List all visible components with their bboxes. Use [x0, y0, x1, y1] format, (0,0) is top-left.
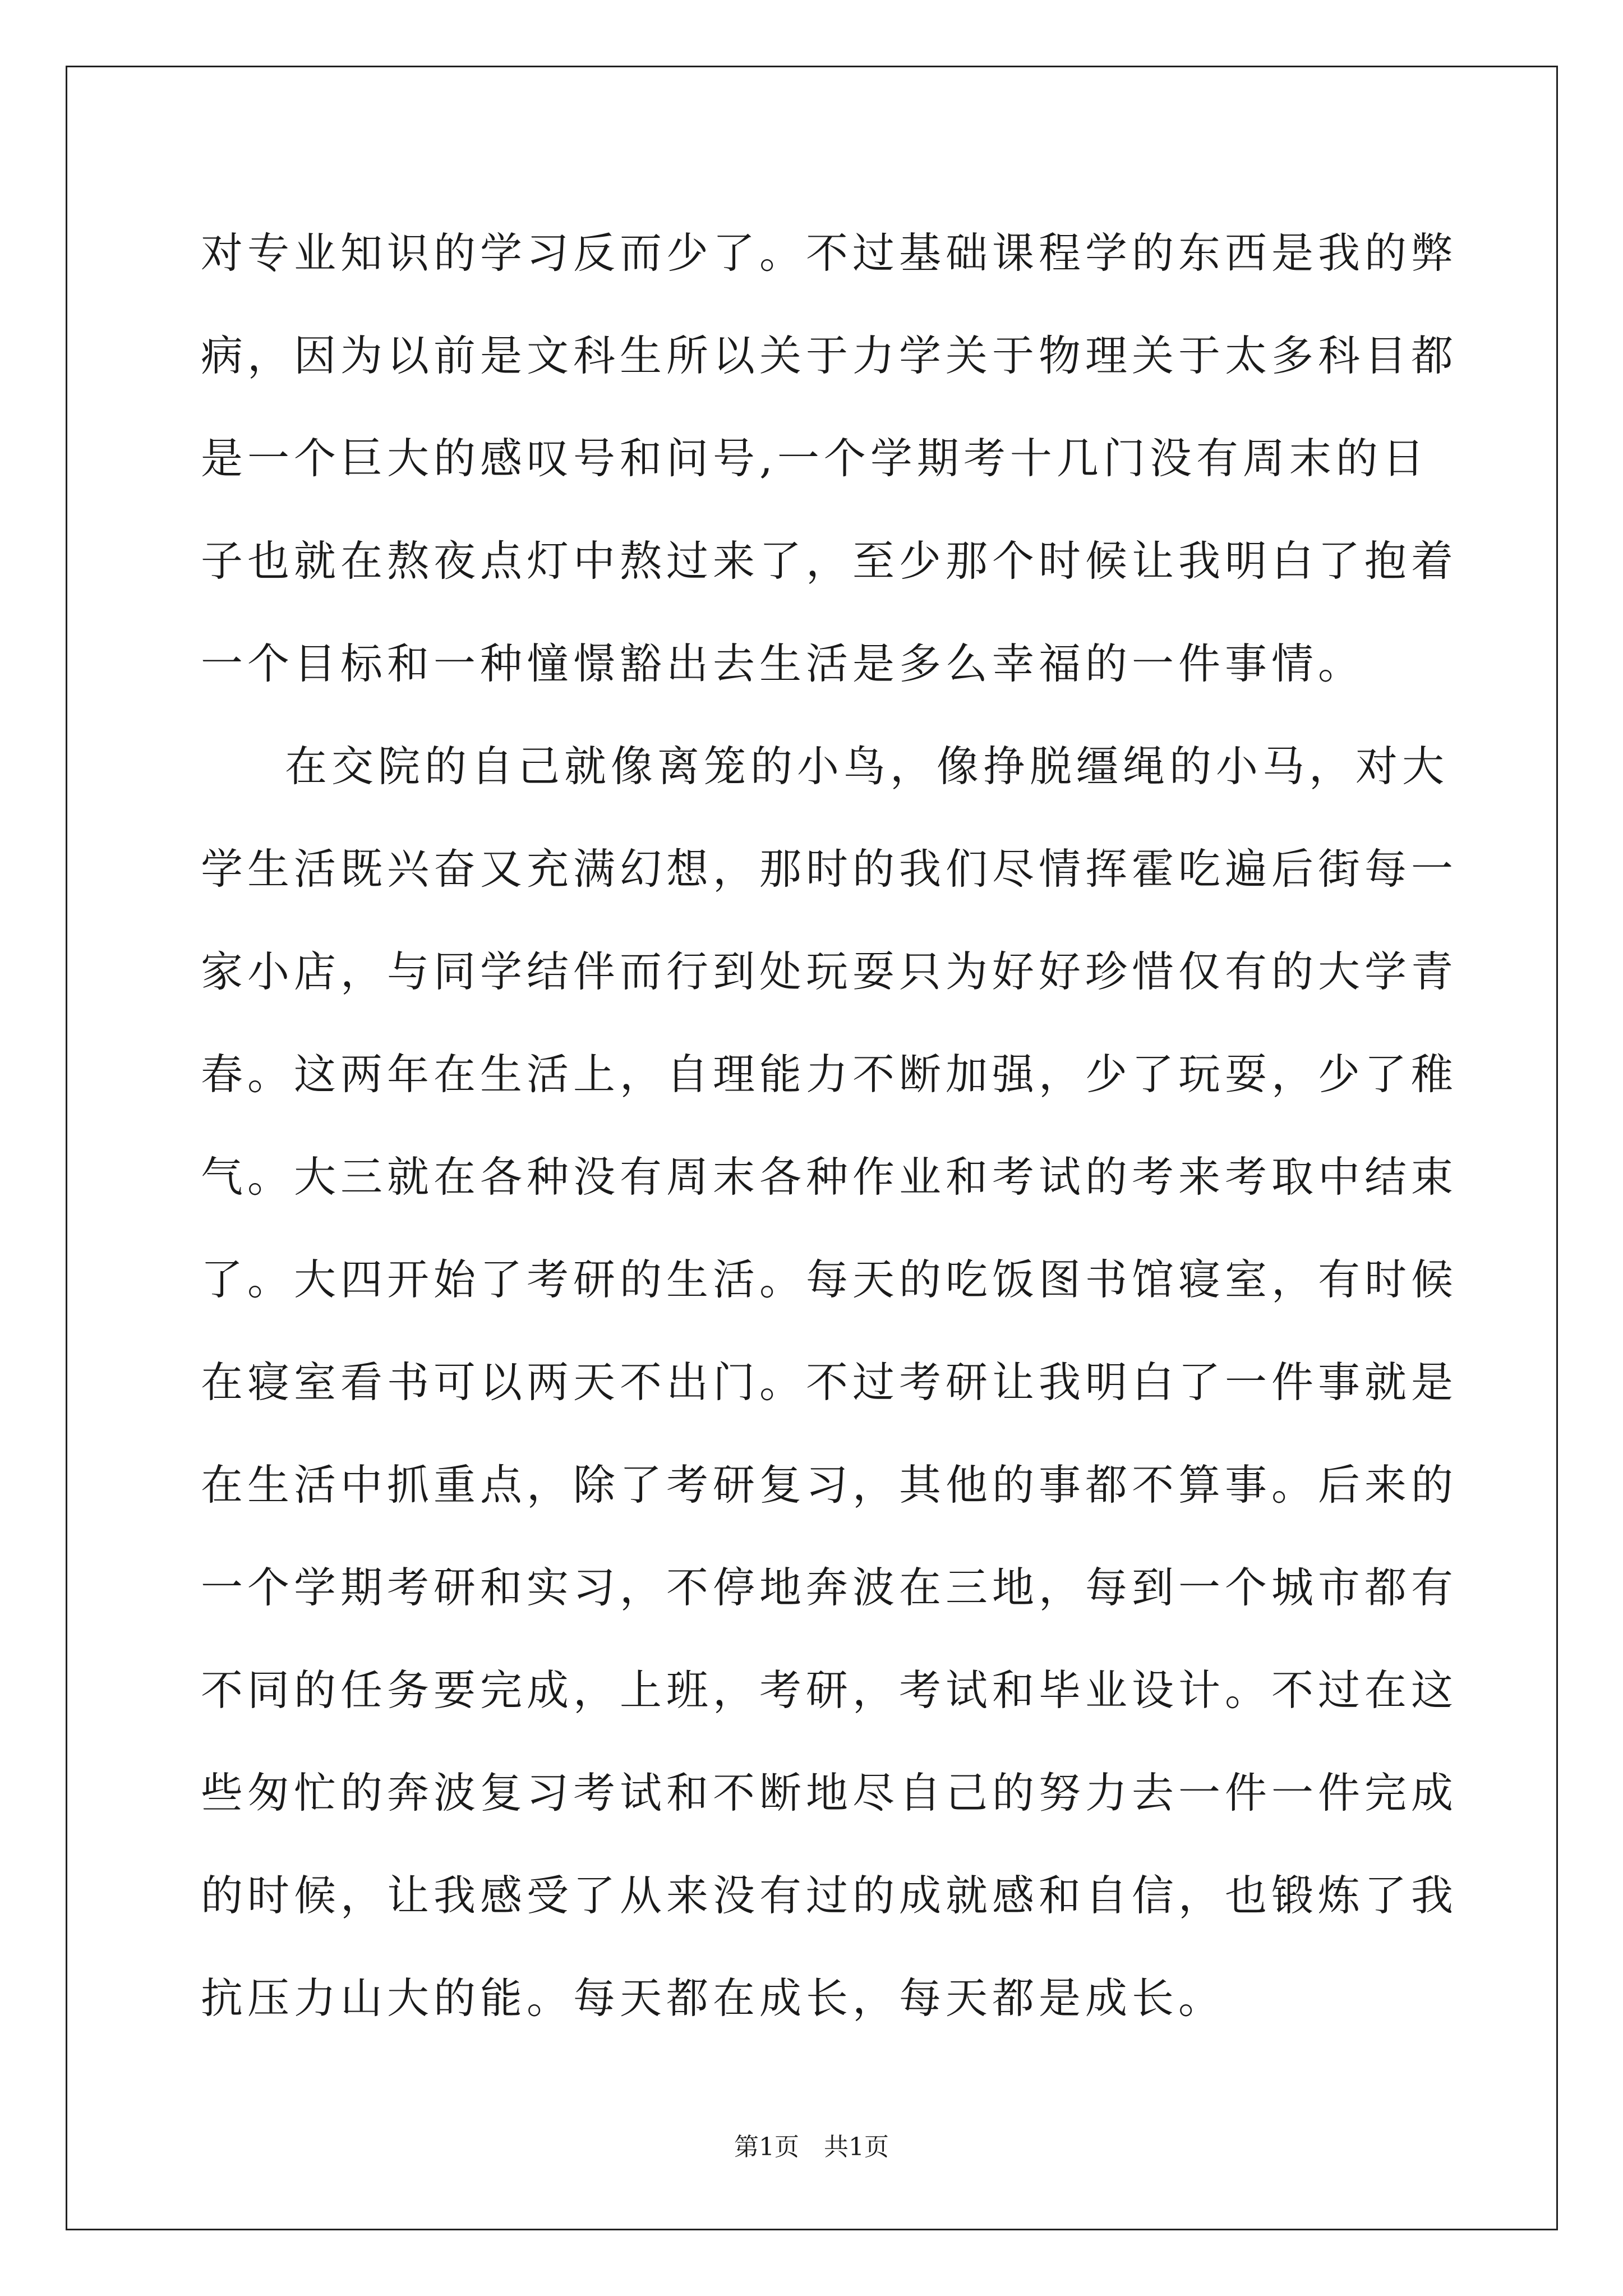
text-line: 都有不同的任务要完成，上班，考研，考试和毕业设计。不过在这些 — [201, 1563, 1458, 1818]
paragraph-1 — [201, 202, 1463, 715]
text-line: 为以前是文科生所以关于力学关于物理关于太多科目都是一个巨大的 — [201, 331, 1458, 483]
text-line: 让我感受了从来没有过的成就感和自信，也锻炼了我抗压力山大的能。 — [201, 1871, 1458, 2023]
text-line: 自理能力不断加强，少了玩耍，少了稚气。大三就在各种没有周末各 — [201, 1050, 1458, 1202]
text-line: 熬过来了，至少那个时候让我明白了抱着一个目标和一种憧憬豁出去 — [201, 536, 1458, 688]
text-line: 生活是多么幸福的一件事情。 — [759, 639, 1365, 688]
text-line: 吃饭图书馆寝室，有时候在寝室看书可以两天不出门。不过考研让我 — [201, 1255, 1458, 1407]
text-line: 匆忙的奔波复习考试和不断地尽自己的努力去一件一件完成的时候， — [201, 1768, 1458, 1920]
text-line: 种作业和考试的考来考取中结束了。大四开始了考研的生活。每天的 — [201, 1152, 1458, 1304]
page-footer: 第1页 共1页 — [734, 2133, 889, 2161]
paragraph-2 — [201, 715, 1463, 2050]
text-line: 每天都在成长，每天都是成长。 — [573, 1973, 1225, 2023]
text-line: 事。后来的一个学期考研和实习，不停地奔波在三地，每到一个城市 — [201, 1460, 1458, 1612]
document-body — [201, 202, 1463, 2050]
text-line: 学结伴而行到处玩耍只为好好珍惜仅有的大学青春。这两年在生活上， — [201, 947, 1458, 1099]
text-line: 感叹号和问号,一个学期考十几门没有周末的日子也就在熬夜点灯中 — [201, 434, 1429, 586]
text-line: 对专业知识的学习反而少了。不过基础课程学的东西是我的弊病，因 — [201, 228, 1458, 380]
text-line: 既兴奋又充满幻想，那时的我们尽情挥霍吃遍后街每一家小店，与同 — [201, 844, 1458, 996]
text-line: 在交院的自己就像离笼的小鸟，像挣脱缰绳的小马，对大学生活 — [201, 742, 1449, 894]
text-line: 明白了一件事就是在生活中抓重点，除了考研复习，其他的事都不算 — [201, 1358, 1458, 1510]
